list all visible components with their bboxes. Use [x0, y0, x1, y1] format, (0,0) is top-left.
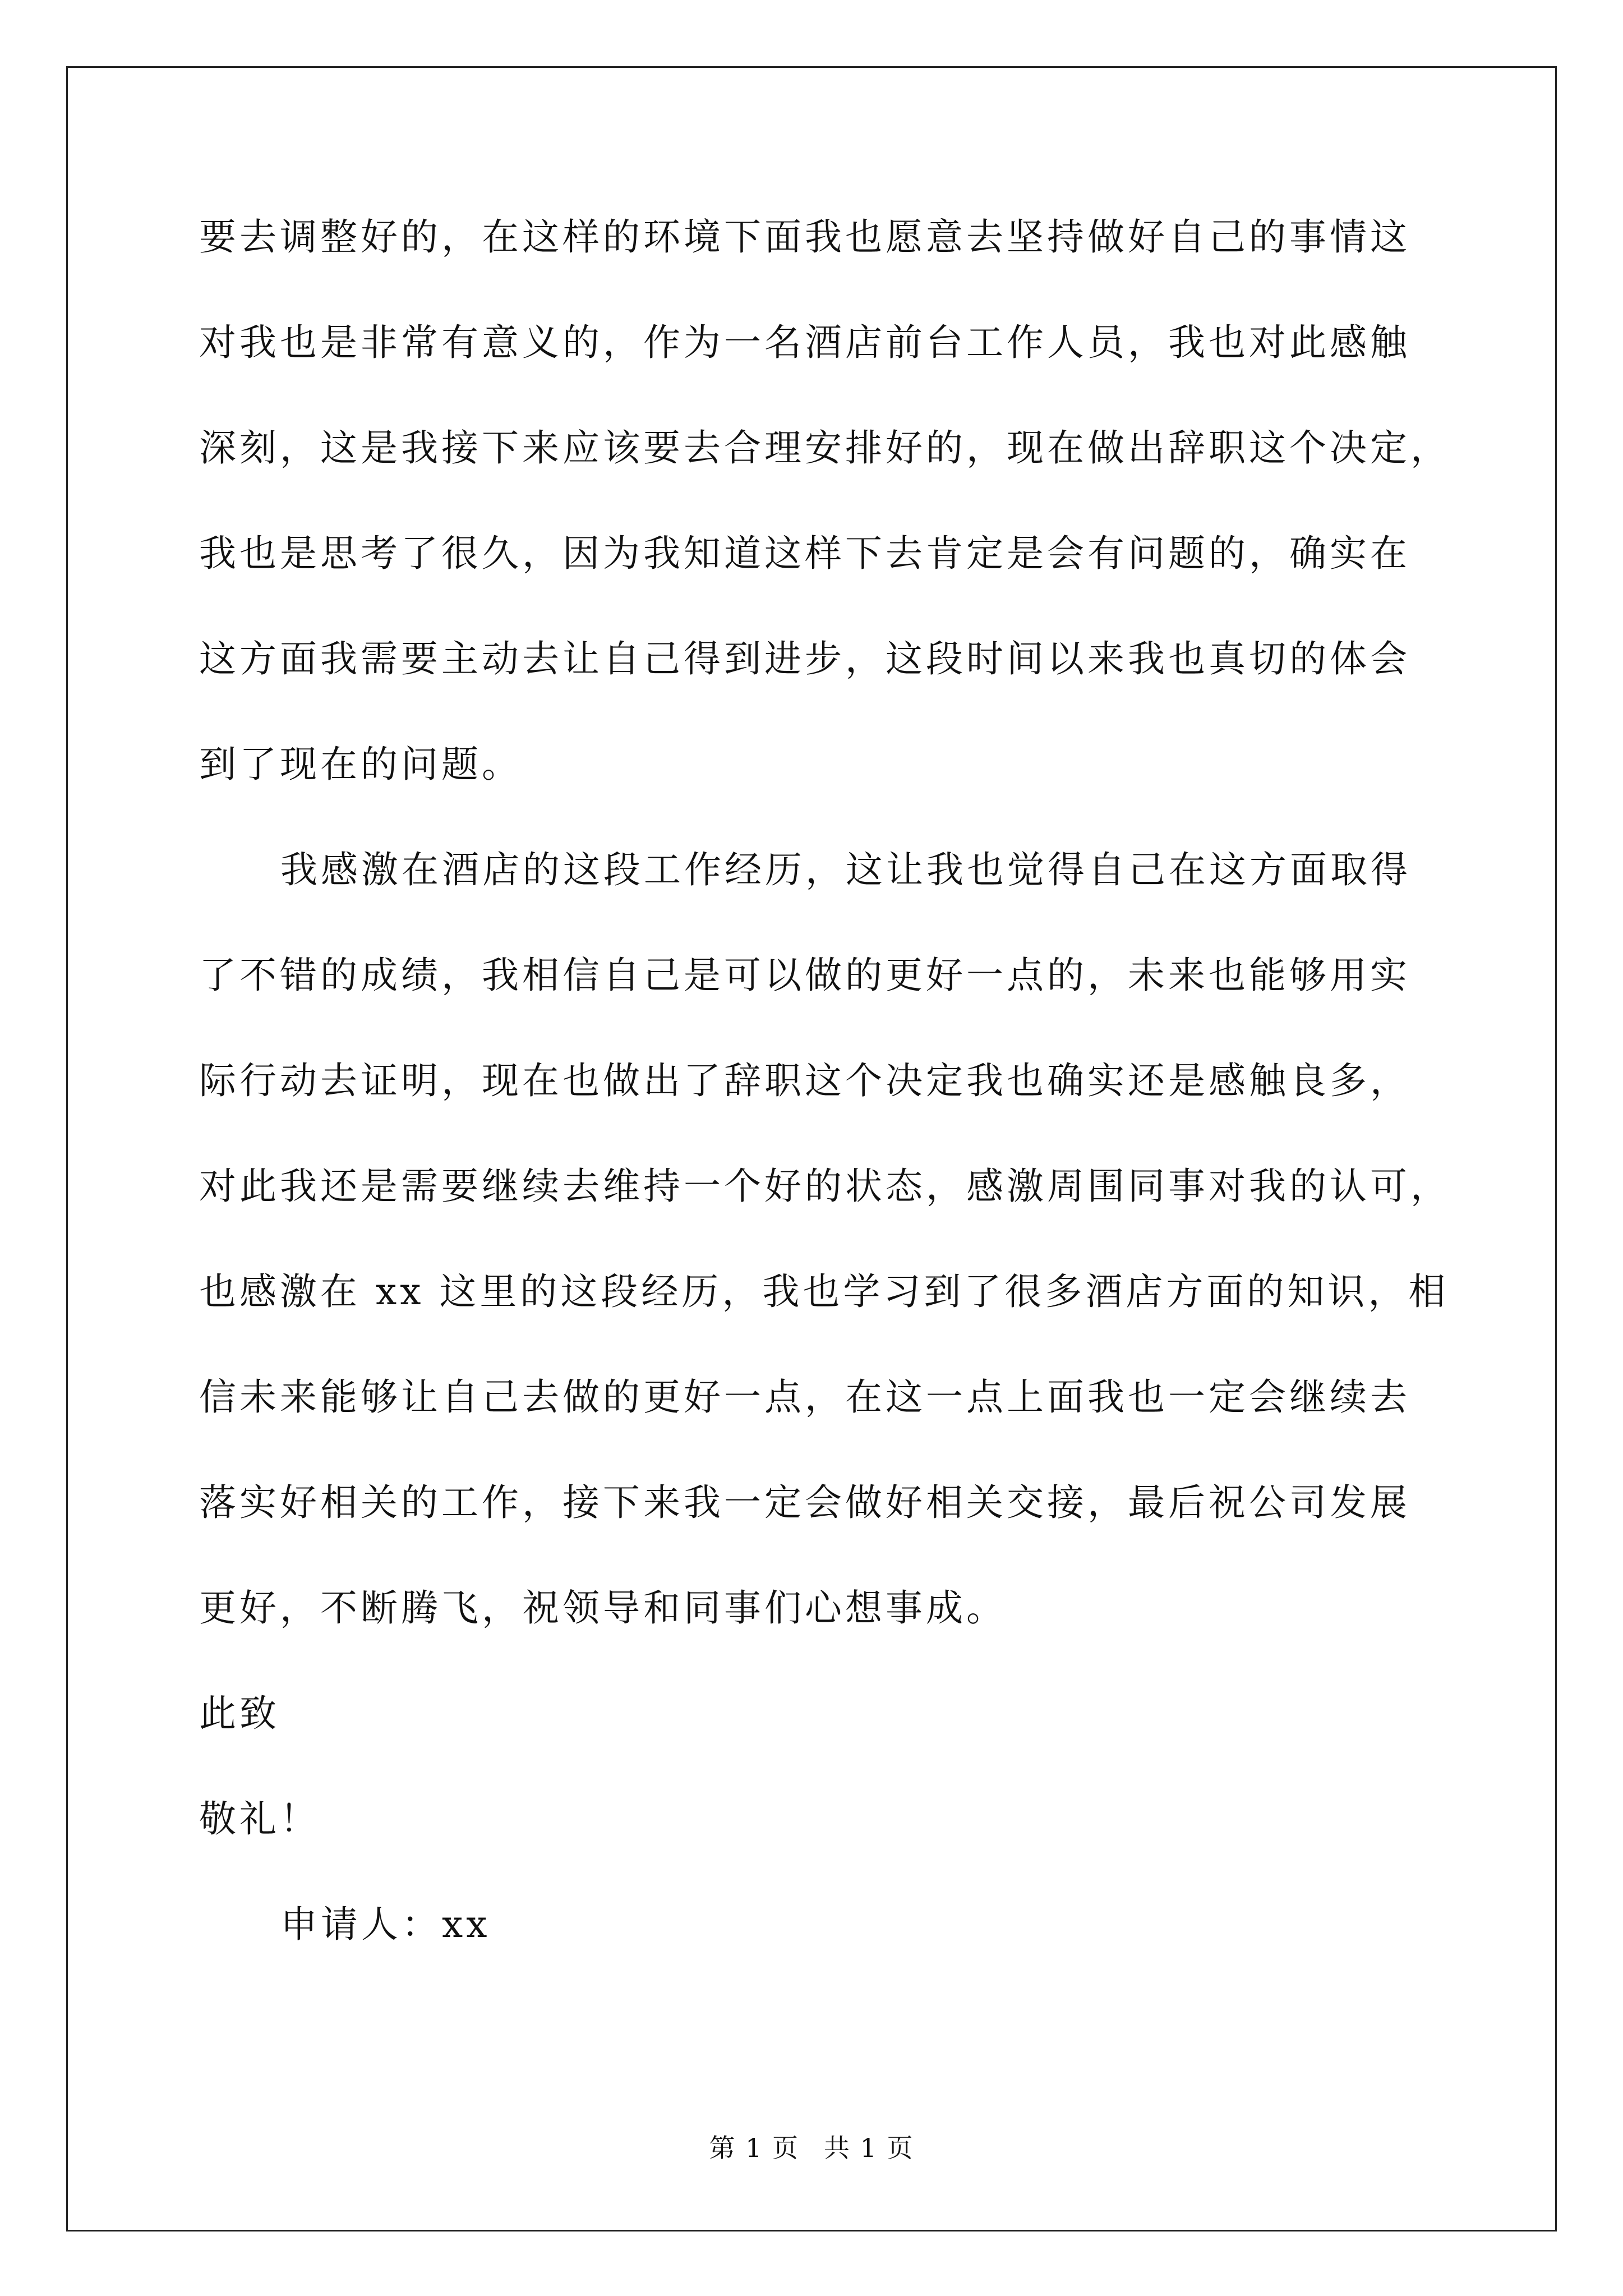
- text-line: 对我也是非常有意义的，作为一名酒店前台工作人员，我也对此感触: [199, 321, 1410, 364]
- text-line: 深刻，这是我接下来应该要去合理安排好的，现在做出辞职这个决定，: [199, 426, 1451, 470]
- text-line: 际行动去证明，现在也做出了辞职这个决定我也确实还是感触良多，: [199, 1059, 1410, 1102]
- closing-regards: 敬礼！: [199, 1797, 320, 1841]
- text-line: 也感激在 xx 这里的这段经历，我也学习到了很多酒店方面的知识，相: [199, 1270, 1449, 1313]
- text-line: 我也是思考了很久，因为我知道这样下去肯定是会有问题的，确实在: [199, 532, 1410, 575]
- text-line: 信未来能够让自己去做的更好一点，在这一点上面我也一定会继续去: [199, 1375, 1410, 1419]
- page-number: 第 1 页: [709, 2133, 799, 2163]
- closing-salutation: 此致: [199, 1692, 280, 1735]
- text-line: 我感激在酒店的这段工作经历，这让我也觉得自己在这方面取得: [280, 848, 1411, 891]
- text-line: 对此我还是需要继续去维持一个好的状态，感激周围同事对我的认可，: [199, 1165, 1451, 1208]
- text-line: 要去调整好的，在这样的环境下面我也愿意去坚持做好自己的事情这: [199, 215, 1410, 259]
- page-total: 共 1 页: [824, 2133, 914, 2163]
- text-line: 落实好相关的工作，接下来我一定会做好相关交接，最后祝公司发展: [199, 1481, 1410, 1524]
- page-footer: [0, 2134, 1623, 2162]
- text-line: 到了现在的问题。: [199, 743, 522, 786]
- text-line: 这方面我需要主动去让自己得到进步，这段时间以来我也真切的体会: [199, 637, 1410, 680]
- text-line: 更好，不断腾飞，祝领导和同事们心想事成。: [199, 1586, 1007, 1630]
- applicant-signature: 申请人：xx: [280, 1903, 491, 1946]
- document-body: [199, 215, 1451, 2012]
- text-line: 了不错的成绩，我相信自己是可以做的更好一点的，未来也能够用实: [199, 954, 1410, 997]
